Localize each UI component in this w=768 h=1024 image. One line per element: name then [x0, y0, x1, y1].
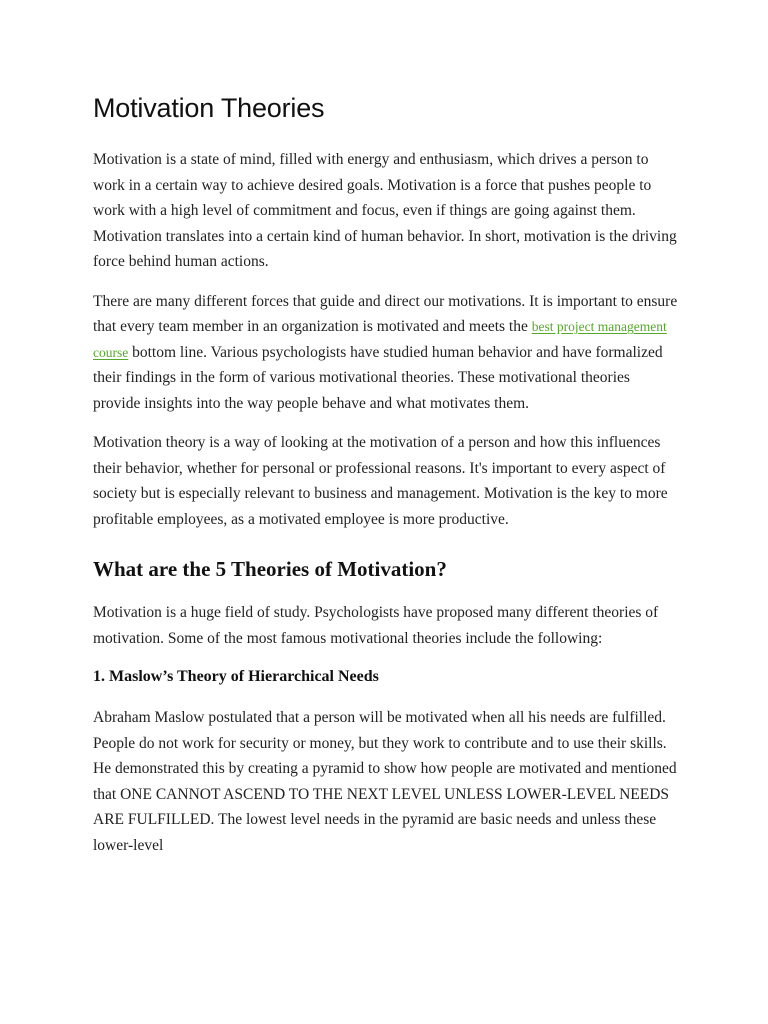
section-heading: What are the 5 Theories of Motivation? — [93, 557, 447, 581]
field-paragraph: Motivation is a huge field of study. Psychologists have proposed many different theories of motivation. Some of the most famous motivational theories include the following: — [93, 604, 659, 647]
forces-paragraph-start: There are many different forces that guide and direct our motivations. It is important to ensure that every team member in an organization is motivated and meets the — [93, 292, 678, 335]
theory-paragraph: Motivation theory is a way of looking at the motivation of a person and how this influences their behavior, whether for personal or professional reasons. It's important to every aspect of society but is especially relevant to business and management. Motivation is the key to more profitable employees, as a motivated employee is more productive. — [93, 434, 668, 528]
course-link[interactable]: best project management course — [93, 319, 667, 360]
maslow-paragraph: Abraham Maslow postulated that a person will be motivated when all his needs are fulfilled. People do not work for security or money, but they work to contribute and to use their skills. He demonstrated this by creating a pyramid to show how people are motivated and mentioned that ONE CANNOT ASCEND TO THE NEXT LEVEL UNLESS LOWER-LEVEL NEEDS ARE FULFILLED. The lowest level needs in the pyramid are basic needs and unless these lower-level — [93, 709, 677, 854]
subsection-heading: 1. Maslow’s Theory of Hierarchical Needs — [93, 668, 379, 685]
page-title: Motivation Theories — [93, 93, 325, 123]
intro-paragraph: Motivation is a state of mind, filled with energy and enthusiasm, which drives a person to work in a certain way to achieve desired goals. Motivation is a force that pushes people to work with a high level of commitment and focus, even if things are going against them. Motivation translates into a certain kind of human behavior. In short, motivation is the driving force behind human actions. — [93, 151, 677, 270]
forces-paragraph-end: bottom line. Various psychologists have studied human behavior and have formalized their findings in the form of various motivational theories. These motivational theories provide insights into the way people behave and what motivates them. — [93, 343, 663, 412]
document-page — [93, 90, 678, 872]
forces-paragraph — [93, 289, 678, 417]
